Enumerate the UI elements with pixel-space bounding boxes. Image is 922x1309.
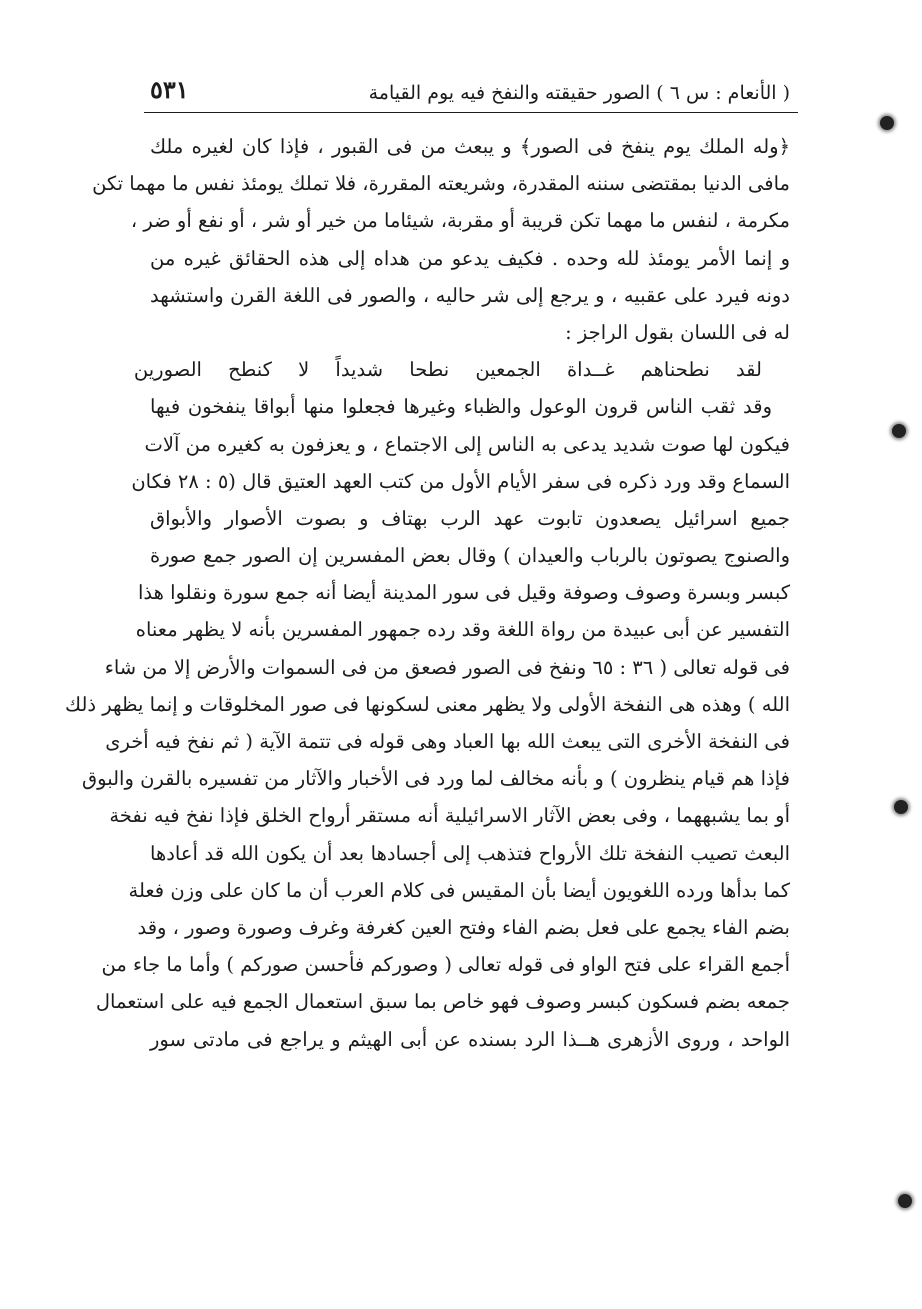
text-line: كبسر وبسرة وصوف وصوفة وقيل فى سور المدينة أيضا أنه جمع سورة ونقلوا هذا — [138, 581, 790, 605]
text-line: الواحد ، وروى الأزهرى هــذا الرد بسنده عن أبى الهيثم و يراجع فى مادتى سور — [150, 1027, 790, 1051]
text-line: البعث تصيب النفخة تلك الأرواح فتذهب إلى أجسادها بعد أن يكون الله قد أعادها — [150, 841, 790, 865]
text-line: دونه فيرد على عقبيه ، و يرجع إلى شر حاليه ، والصور فى اللغة القرن واستشهد — [150, 283, 790, 307]
text-line: فيكون لها صوت شديد يدعى به الناس إلى الاجتماع ، و يعزفون به كغيره من آلات — [144, 432, 790, 456]
running-title: ( الأنعام : س ٦ ) الصور حقيقته والنفخ فيه يوم القيامة — [368, 82, 790, 104]
margin-punch-hole-mark — [894, 800, 908, 814]
text-line: جمعه بضم فسكون كبسر وصوف فهو خاص بما سبق استعمال الجمع فيه على استعمال — [95, 990, 790, 1014]
text-line: بضم الفاء يجمع على فعل بضم الفاء وفتح العين كغرفة وغرف وصورة وصور ، وقد — [137, 915, 790, 939]
text-line: مافى الدنيا بمقتضى سننه المقدرة، وشريعته المقررة، فلا تملك يومئذ نفس ما مهما تكن — [92, 172, 790, 196]
text-line: له فى اللسان بقول الراجز : — [565, 320, 790, 344]
text-line: فإذا هم قيام ينظرون ) و بأنه مخالف لما ورد فى الأخبار والآثار من تفسيره بالقرن والبوق — [82, 767, 790, 791]
text-line: و إنما الأمر يومئذ لله وحده . فكيف يدعو من هداه إلى هذه الحقائق غيره من — [150, 246, 790, 270]
poetry-verse: لقد نطحناهم غــداة الجمعين نطحا شديداً لا كنطح الصورين — [133, 358, 762, 382]
text-line: أجمع القراء على فتح الواو فى قوله تعالى ( وصوركم فأحسن صوركم ) وأما ما جاء من — [101, 953, 790, 977]
header-rule — [144, 112, 798, 113]
text-line: وقد ثقب الناس قرون الوعول والظباء وغيرها فجعلوا منها أبواقا ينفخون فيها — [150, 395, 772, 419]
page-number: ٥٣١ — [150, 75, 189, 104]
text-line: جميع اسرائيل يصعدون تابوت عهد الرب بهتاف و بصوت الأصوار والأبواق — [150, 506, 790, 530]
text-line: مكرمة ، لنفس ما مهما تكن قريبة أو مقربة، شيئاما من خير أو شر ، أو نفع أو ضر ، — [130, 209, 790, 233]
text-line: فى قوله تعالى ( ٣٦ : ٦٥ ونفخ فى الصور فصعق من فى السموات والأرض إلا من شاء — [104, 655, 790, 679]
text-line: ﴿وله الملك يوم ينفخ فى الصور﴾ و يبعث من فى القبور ، فإذا كان لغيره ملك — [150, 135, 790, 158]
margin-punch-hole-mark — [892, 424, 906, 438]
text-line: الله ) وهذه هى النفخة الأولى ولا يظهر معنى لسكونها فى صور المخلوقات و إنما يظهر ذلك — [65, 692, 790, 716]
text-line: السماع وقد ورد ذكره فى سفر الأيام الأول من كتب العهد العتيق قال (٥ : ٢٨ فكان — [131, 469, 790, 493]
text-line: التفسير عن أبى عبيدة من رواة اللغة وقد رده جمهور المفسرين بأنه لا يظهر معناه — [135, 618, 790, 642]
text-line: والصنوج يصوتون بالرباب والعيدان ) وقال بعض المفسرين إن الصور جمع صورة — [150, 544, 790, 568]
margin-punch-hole-mark — [898, 1194, 912, 1208]
page-header — [150, 60, 790, 104]
text-line: كما بدأها ورده اللغويون أيضا بأن المقيس فى كلام العرب أن ما كان على وزن فعلة — [128, 878, 790, 902]
text-line: فى النفخة الأخرى التى يبعث الله بها العباد وهى قوله فى تتمة الآية ( ثم نفخ فيه أخرى — [105, 730, 790, 753]
text-line: أو بما يشبههما ، وفى بعض الآثار الاسرائيلية أنه مستقر أرواح الخلق فإذا نفخ فيه نفخة — [109, 804, 790, 828]
margin-punch-hole-mark — [880, 116, 894, 130]
body-text — [65, 128, 790, 1058]
